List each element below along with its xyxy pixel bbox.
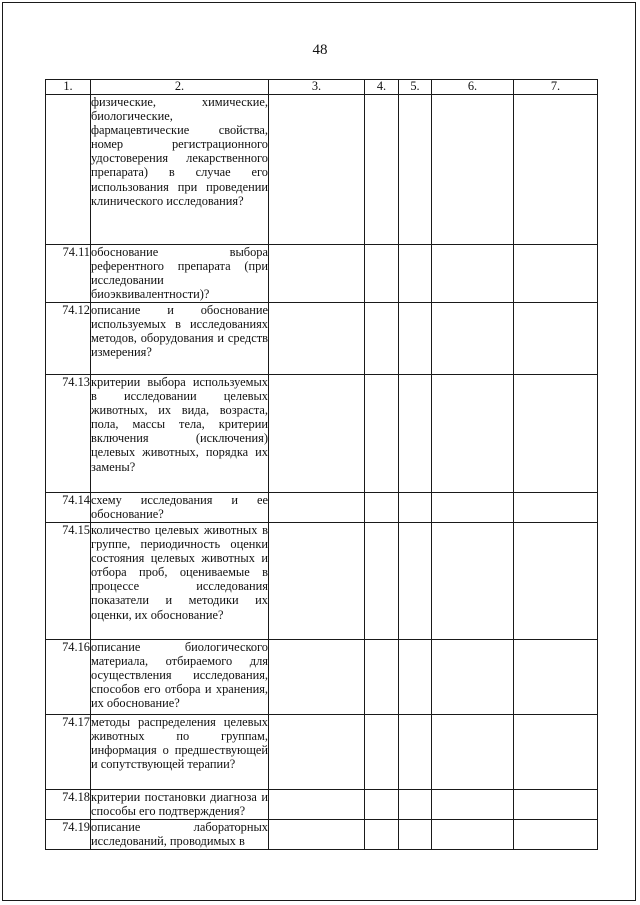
empty-cell [514,493,598,523]
column-header-5: 5. [399,80,432,95]
row-number: 74.14 [46,493,91,523]
row-number: 74.16 [46,640,91,715]
row-question: схему исследования и ее обоснование? [91,493,268,522]
empty-cell [399,790,432,820]
empty-cell [365,493,399,523]
empty-cell [432,523,514,640]
row-question: критерии выбора используемых в исследовании целевых животных, их вида, возраста, пола, массы тела, критерии включения (исключения) целевых животных, порядка их замены? [91,375,269,493]
empty-cell [399,820,432,850]
empty-cell [365,820,399,850]
table-row [46,245,598,303]
row-number: 74.18 [46,790,91,820]
empty-cell [365,523,399,640]
table-row [46,790,598,820]
empty-cell [399,95,432,245]
table-row [46,375,598,493]
empty-cell [432,715,514,790]
table-row [46,640,598,715]
empty-cell [514,640,598,715]
column-header-2: 2. [91,80,269,95]
empty-cell [269,375,365,493]
empty-cell [269,303,365,375]
empty-cell [365,790,399,820]
row-question: методы распределения целевых животных по группам, информация о предшествующей и сопутствующей терапии? [91,715,269,790]
empty-cell [432,303,514,375]
empty-cell [432,493,514,523]
empty-cell [269,493,365,523]
header-row [46,80,598,95]
column-header-1: 1. [46,80,91,95]
empty-cell [269,523,365,640]
table-row [46,493,598,523]
table-row [46,820,598,850]
empty-cell [432,245,514,303]
empty-cell [399,640,432,715]
empty-cell [514,303,598,375]
row-number: 74.13 [46,375,91,493]
empty-cell [269,95,365,245]
empty-cell [514,715,598,790]
empty-cell [269,790,365,820]
empty-cell [514,523,598,640]
empty-cell [514,95,598,245]
row-question: описание и обоснование используемых в исследованиях методов, оборудования и средств измерения? [91,303,269,375]
page-number: 48 [312,42,328,58]
row-number: 74.12 [46,303,91,375]
column-header-6: 6. [432,80,514,95]
checklist-table [45,79,598,850]
empty-cell [365,303,399,375]
row-question: описание биологического материала, отбираемого для осуществления исследования, способов его отбора и хранения, их обоснование? [91,640,269,715]
empty-cell [399,493,432,523]
empty-cell [365,245,399,303]
empty-cell [399,715,432,790]
empty-cell [432,640,514,715]
column-header-7: 7. [514,80,598,95]
row-number: 74.19 [46,820,91,850]
empty-cell [269,715,365,790]
table-row [46,95,598,245]
empty-cell [269,640,365,715]
row-question: обоснование выбора референтного препарата (при исследовании биоэквивалентности)? [91,245,268,302]
row-number [46,95,91,245]
empty-cell [269,820,365,850]
empty-cell [399,375,432,493]
empty-cell [432,790,514,820]
empty-cell [432,375,514,493]
empty-cell [514,375,598,493]
table-row [46,523,598,640]
empty-cell [432,820,514,850]
row-question: количество целевых животных в группе, периодичность оценки состояния целевых животных и отбора проб, оцениваемые в процессе исследования показатели и методики их оценки, их обоснование? [91,523,269,640]
row-question: физические, химические, биологические, фармацевтические свойства, номер регистрационного удостоверения лекарственного препарата) в случае его использования при проведении клинического исследования? [91,95,269,245]
row-question: критерии постановки диагноза и способы его подтверждения? [91,790,268,819]
empty-cell [399,303,432,375]
empty-cell [399,523,432,640]
empty-cell [432,95,514,245]
table-row [46,715,598,790]
empty-cell [514,820,598,850]
empty-cell [514,245,598,303]
row-number: 74.17 [46,715,91,790]
empty-cell [365,375,399,493]
empty-cell [269,245,365,303]
row-number: 74.11 [46,245,91,303]
empty-cell [365,95,399,245]
row-question: описание лабораторных исследований, проводимых в [91,820,268,849]
empty-cell [365,640,399,715]
empty-cell [399,245,432,303]
empty-cell [365,715,399,790]
row-number: 74.15 [46,523,91,640]
column-header-4: 4. [365,80,399,95]
table-row [46,303,598,375]
empty-cell [514,790,598,820]
column-header-3: 3. [269,80,365,95]
